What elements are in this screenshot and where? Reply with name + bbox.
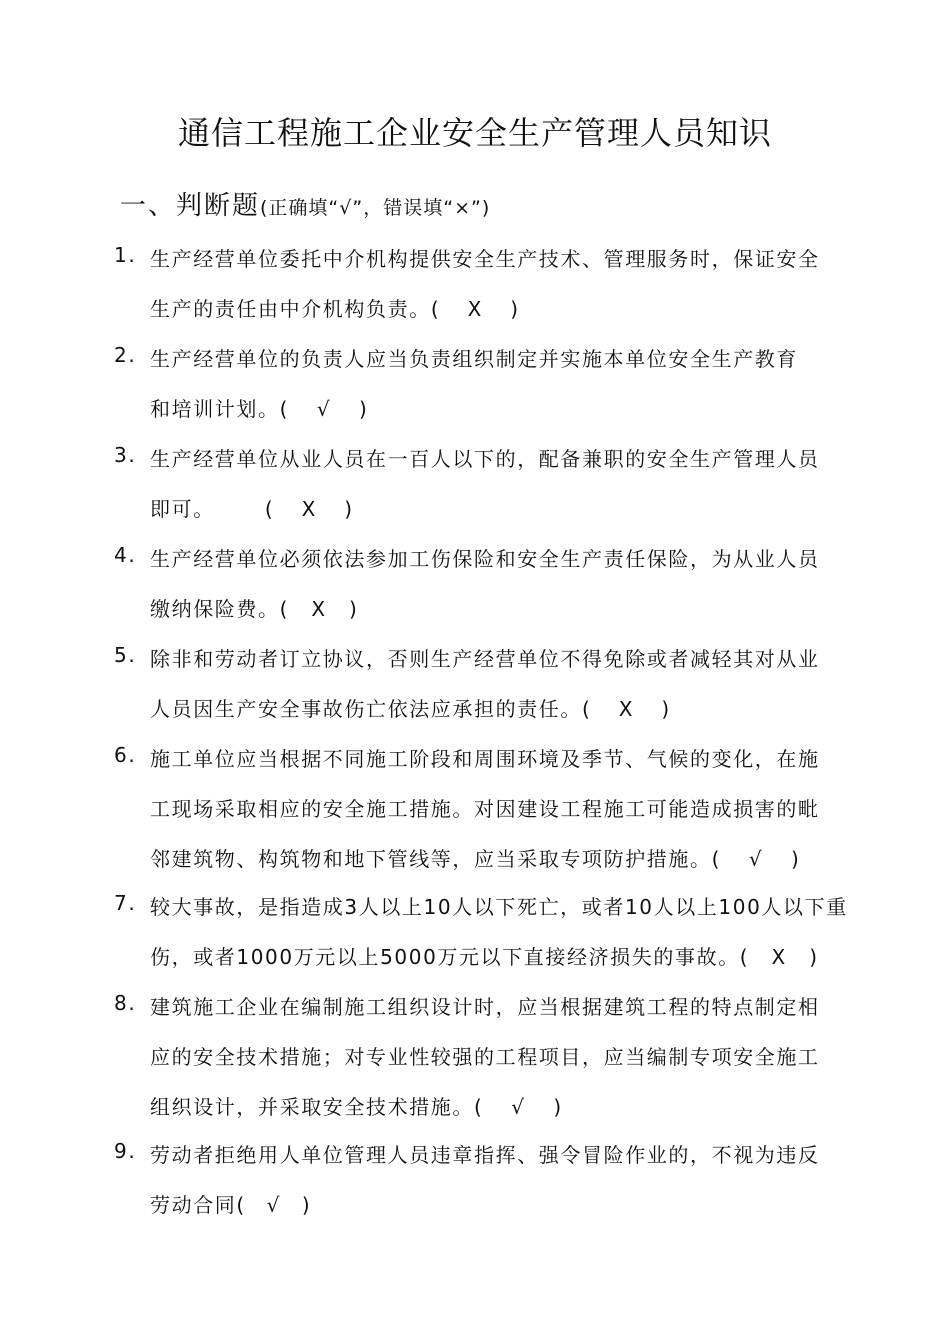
- question-number: 8.: [114, 991, 137, 1015]
- answer-mark: X: [771, 945, 787, 969]
- question-number: 9.: [114, 1139, 137, 1163]
- question-text-end: 伤，或者1000万元以上5000万元以下直接经济损失的事故。( X ): [150, 945, 819, 969]
- question-text: 生产经营单位的负责人应当负责组织制定并实施本单位安全生产教育: [150, 347, 798, 371]
- question-number: 5.: [114, 643, 137, 667]
- question-text-end: 组织设计，并采取安全技术措施。( √ ): [150, 1095, 563, 1119]
- answer-mark: √: [316, 397, 332, 421]
- question-text-end: 缴纳保险费。( X ): [150, 597, 359, 621]
- answer-mark: √: [748, 847, 764, 871]
- question-text-line2: 工现场采取相应的安全施工措施。对因建设工程施工可能造成损害的毗: [150, 797, 820, 821]
- answer-mark: X: [301, 497, 317, 521]
- question-number: 2.: [114, 343, 137, 367]
- question-text: 生产经营单位从业人员在一百人以下的，配备兼职的安全生产管理人员: [150, 447, 820, 471]
- question-number: 4.: [114, 543, 137, 567]
- question-text-line2: 应的安全技术措施；对专业性较强的工程项目，应当编制专项安全施工: [150, 1045, 820, 1069]
- section-heading: 一、判断题: [120, 191, 261, 221]
- question-text-end: 生产的责任由中介机构负责。( X ): [150, 297, 520, 321]
- question-text: 建筑施工企业在编制施工组织设计时，应当根据建筑工程的特点制定相: [150, 995, 820, 1019]
- answer-mark: √: [511, 1095, 526, 1119]
- question-text: 生产经营单位委托中介机构提供安全生产技术、管理服务时，保证安全: [150, 247, 820, 271]
- question-text-end: 和培训计划。( √ ): [150, 397, 369, 421]
- question-text: 除非和劳动者订立协议，否则生产经营单位不得免除或者减轻其对从业: [150, 647, 820, 671]
- question-number: 7.: [114, 891, 137, 915]
- answer-mark: X: [618, 697, 635, 721]
- question-number: 3.: [114, 443, 137, 467]
- question-text: 较大事故，是指造成3人以上10人以下死亡，或者10人以上100人以下重: [150, 895, 848, 919]
- answer-mark: √: [266, 1193, 281, 1217]
- answer-mark: X: [311, 597, 327, 621]
- question-text-end: 即可。 ( X ): [150, 497, 354, 521]
- question-text: 劳动者拒绝用人单位管理人员违章指挥、强令冒险作业的，不视为违反: [150, 1143, 820, 1167]
- answer-mark: X: [467, 297, 483, 321]
- question-number: 6.: [114, 743, 137, 767]
- question-text: 施工单位应当根据不同施工阶段和周围环境及季节、气候的变化，在施: [150, 747, 820, 771]
- question-text-end: 邻建筑物、构筑物和地下管线等，应当采取专项防护措施。( √ ): [150, 847, 801, 871]
- section-heading-row: [120, 185, 490, 222]
- question-text-end: 人员因生产安全事故伤亡依法应承担的责任。( X ): [150, 697, 671, 721]
- question-text: 生产经营单位必须依法参加工伤保险和安全生产责任保险，为从业人员: [150, 547, 820, 571]
- question-text-end: 劳动合同( √ ): [150, 1193, 312, 1217]
- document-title: 通信工程施工企业安全生产管理人员知识: [177, 114, 772, 152]
- question-number: 1.: [114, 243, 137, 267]
- section-instruction: (正确填“√”，错误填“×”): [260, 197, 491, 219]
